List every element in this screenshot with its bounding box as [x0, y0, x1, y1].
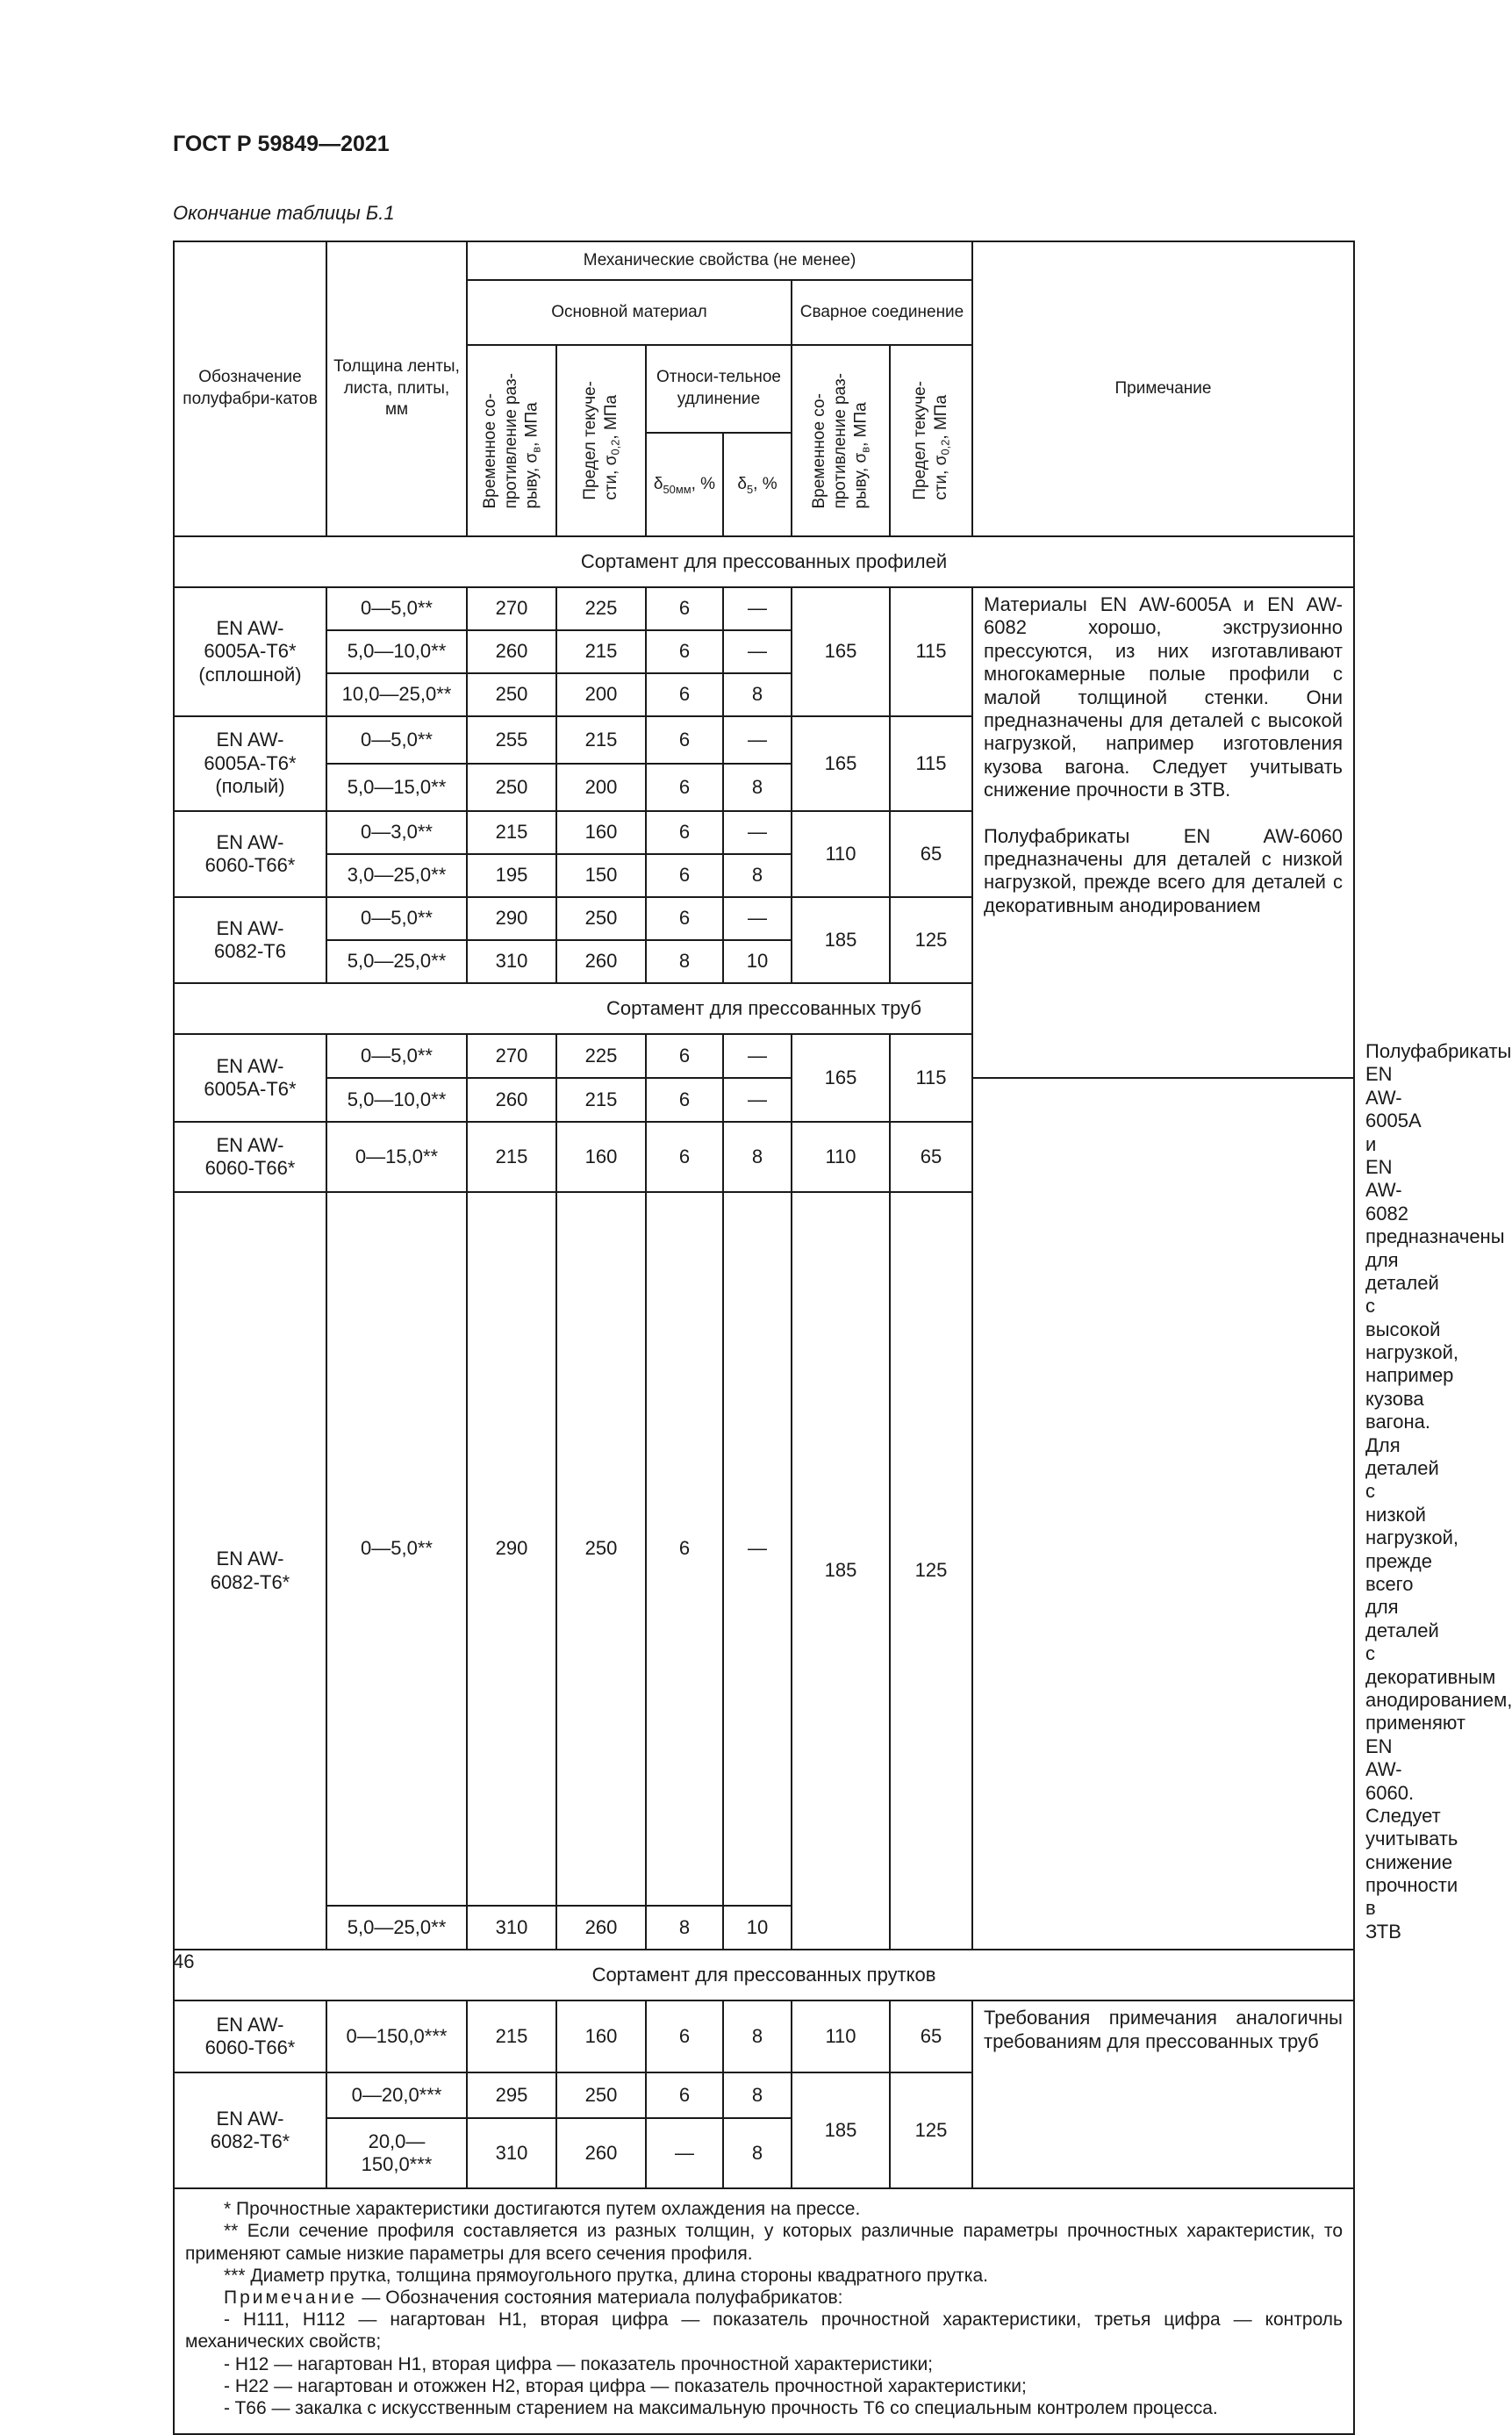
- thickness-cell: 5,0—10,0**: [326, 630, 467, 673]
- yield-cell: 260: [556, 1906, 646, 1950]
- designation-cell: EN AW- 6005A-T6* (полый): [174, 716, 326, 811]
- footnote: *** Диаметр прутка, толщина прямоугольного прутка, длина стороны квадратного прутка.: [224, 2265, 988, 2286]
- tensile-cell: 260: [467, 1078, 556, 1122]
- header-d5: $\delta_5$, %: [723, 433, 792, 536]
- weld-tensile-cell: 165: [792, 587, 890, 716]
- d50-cell: 6: [646, 897, 723, 940]
- header-base-material: Основной материал: [467, 280, 792, 345]
- tensile-cell: 250: [467, 673, 556, 716]
- thickness-cell: 0—5,0**: [326, 587, 467, 630]
- d5-cell: 8: [723, 2000, 792, 2072]
- d5-cell: —: [723, 630, 792, 673]
- d5-cell: —: [723, 587, 792, 630]
- designation-cell: EN AW- 6082-T6*: [174, 1192, 326, 1950]
- d5-cell: 8: [723, 854, 792, 897]
- d5-cell: —: [723, 716, 792, 764]
- tensile-cell: 310: [467, 1906, 556, 1950]
- d50-cell: 6: [646, 716, 723, 764]
- note-cell-rods: Требования примечания аналогичны требованиям для прессованных труб: [972, 2000, 1354, 2188]
- thickness-cell: 0—15,0**: [326, 1122, 467, 1192]
- yield-cell: 250: [556, 897, 646, 940]
- note-cell-profiles: Материалы EN AW-6005A и EN AW-6082 хорошо, экструзионно прессуются, из них изготавливают многокамерные полые профили с малой толщиной стенки. Они предназначены для деталей с высокой нагрузкой, например изготовления кузова вагона. Следует учитывать снижение прочности в ЗТВ. Полуфабрикаты EN AW-6060 предназначены для деталей с низкой нагрузкой, прежде всего для деталей с декоративным анодированием: [972, 587, 1354, 1078]
- designation-cell: EN AW- 6005A-T6*: [174, 1034, 326, 1122]
- thickness-cell: 0—5,0**: [326, 1192, 467, 1906]
- tensile-cell: 255: [467, 716, 556, 764]
- d50-cell: 6: [646, 764, 723, 811]
- thickness-cell: 5,0—10,0**: [326, 1078, 467, 1122]
- tensile-cell: 215: [467, 1122, 556, 1192]
- d5-cell: 8: [723, 764, 792, 811]
- d5-cell: —: [723, 1192, 792, 1906]
- tensile-cell: 270: [467, 1034, 556, 1078]
- tensile-cell: 250: [467, 764, 556, 811]
- header-thickness: Толщина ленты, листа, плиты, мм: [326, 241, 467, 536]
- section-title-profiles: Сортамент для прессованных профилей: [174, 536, 1354, 587]
- header-tensile: Временное со- противление раз- рыву, $\sigma_в$, МПа: [467, 345, 556, 536]
- d5-cell: 8: [723, 1122, 792, 1192]
- footnote: * Прочностные характеристики достигаются путем охлаждения на прессе.: [224, 2199, 861, 2220]
- weld-tensile-cell: 165: [792, 716, 890, 811]
- remark: Примечание — Обозначения состояния материала полуфабрикатов:: [224, 2287, 843, 2308]
- yield-cell: 150: [556, 854, 646, 897]
- d50-cell: 6: [646, 1078, 723, 1122]
- weld-yield-cell: 125: [890, 2072, 972, 2188]
- header-yield: Предел текуче- сти, $\sigma_{0,2}$, МПа: [556, 345, 646, 536]
- d50-cell: 6: [646, 1122, 723, 1192]
- designation-cell: EN AW- 6060-T66*: [174, 2000, 326, 2072]
- d50-cell: 6: [646, 673, 723, 716]
- weld-yield-cell: 65: [890, 811, 972, 897]
- yield-cell: 215: [556, 1078, 646, 1122]
- header-weld: Сварное соединение: [792, 280, 972, 345]
- tensile-cell: 215: [467, 811, 556, 854]
- weld-tensile-cell: 165: [792, 1034, 890, 1122]
- d50-cell: 8: [646, 1906, 723, 1950]
- d5-cell: —: [723, 897, 792, 940]
- d50-cell: 6: [646, 854, 723, 897]
- d5-cell: 8: [723, 2072, 792, 2118]
- yield-cell: 200: [556, 764, 646, 811]
- d50-cell: 6: [646, 1034, 723, 1078]
- remark-item: - H22 — нагартован и отожжен H2, вторая цифра — показатель прочностной характеристики;: [224, 2375, 1027, 2396]
- thickness-cell: 0—20,0***: [326, 2072, 467, 2118]
- weld-tensile-cell: 110: [792, 2000, 890, 2072]
- thickness-cell: 0—5,0**: [326, 897, 467, 940]
- d50-cell: 6: [646, 1192, 723, 1906]
- table-caption: Окончание таблицы Б.1: [173, 202, 395, 224]
- designation-cell: EN AW- 6082-T6*: [174, 2072, 326, 2188]
- section-title-tubes: Сортамент для прессованных труб: [174, 983, 1354, 1034]
- d50-cell: 6: [646, 2000, 723, 2072]
- weld-yield-cell: 65: [890, 1122, 972, 1192]
- tensile-cell: 270: [467, 587, 556, 630]
- thickness-cell: 0—150,0***: [326, 2000, 467, 2072]
- tensile-cell: 290: [467, 1192, 556, 1906]
- thickness-cell: 10,0—25,0**: [326, 673, 467, 716]
- remark-item: - T66 — закалка с искусственным старением на максимальную прочность T6 со специальным контролем процесса.: [224, 2397, 1218, 2418]
- header-note: Примечание: [972, 241, 1354, 536]
- tensile-cell: 260: [467, 630, 556, 673]
- document-header: ГОСТ Р 59849—2021: [173, 132, 390, 156]
- thickness-cell: 5,0—15,0**: [326, 764, 467, 811]
- weld-yield-cell: 65: [890, 2000, 972, 2072]
- tensile-cell: 310: [467, 2118, 556, 2188]
- tensile-cell: 215: [467, 2000, 556, 2072]
- yield-cell: 260: [556, 2118, 646, 2188]
- header-weld-tensile: Временное со- противление раз- рыву, $\sigma_в$, МПа: [792, 345, 890, 536]
- footnotes: [174, 2188, 1354, 2434]
- page-number: 46: [173, 1950, 195, 1972]
- weld-tensile-cell: 110: [792, 1122, 890, 1192]
- weld-yield-cell: 125: [890, 1192, 972, 1950]
- d5-cell: —: [723, 811, 792, 854]
- d50-cell: 6: [646, 811, 723, 854]
- yield-cell: 250: [556, 1192, 646, 1906]
- d50-cell: 6: [646, 630, 723, 673]
- properties-table: Обозначение полуфабри-катов Толщина ленты, листа, плиты, мм Механические свойства (не менее) Примечание Основной материал Сварное соединение Временное со- противление раз- рыву, $\sigma_в$, МПа Предел текуче- сти, $\sigma_{0,2}$, МПа Относи-тельное удлинение Временное со- противление раз- рыву, $\sigma_в$, МПа Предел текуче- сти, $\sigma_{0,2}$, МПа $\delta_{50мм}$, % $\delta_5$, % Сортамент для прессованных профилей EN AW- 6005A-T6* (сплошной) 0—5,0** 270 225 6 — 165 115 Материалы EN AW-6005A и EN AW-6082 хорошо, экструзионно прессуются, из них изготавливают многокамерные полые профили с малой толщиной стенки. Они предназначены для деталей с высокой нагрузкой, например изготовления кузова вагона. Следует учитывать снижение прочности в ЗТВ. Полуфабрикаты EN AW-6060 предназначены для деталей с низкой нагрузкой, прежде всего для деталей с декоративным анодированием 5,0—10,0** 260 215 6 — 10,0—25,0** 250 200 6 8 EN AW- 6005A-T6* (полый) 0—5,0** 255 215 6 — 165 115 5,0—15,0** 250 200 6 8 EN AW- 6060-T66* 0—3,0** 215 160 6 — 110 65 3,0—25,0** 195 150 6 8 EN AW- 6082-T6 0—5,0** 290 250 6 — 185 125 5,0—25,0** 310 260 8 10 Сортамент для прессованных труб EN AW- 6005A-T6* 0—5,0** 270 225 6 — 165 115 Полуфабрикаты EN AW-6005A и EN AW-6082 предназначены для деталей с высокой нагрузкой, например кузова вагона. Для деталей с низкой нагрузкой, прежде всего для деталей с декоративным анодированием, применяют EN AW-6060. Следует учитывать снижение прочности в ЗТВ 5,0—10,0** 260 215 6 — EN AW- 6060-T66* 0—15,0** 215 160 6 8 110 65 EN AW- 6082-T6* 0—5,0** 290 250 6 — 185 125 5,0—25,0** 310 260 8 10 Сортамент для прессованных прутков EN AW- 6060-T66* 0—150,0*** 215 160 6 8 110 65 Требования примечания аналогичны требованиям для прессованных труб EN AW- 6082-T6* 0—20,0*** 295 250 6 8 185 125 20,0— 150,0*** 310 260 — 8 * Прочностные характеристики достигаются путем охлаждения на прессе. ** Если сечение профиля составляется из разных толщин, у которых различные параметры прочностных характеристик, то применяют самые низкие параметры для всего сечения профиля. *** Диаметр прутка, толщина прямоугольного прутка, длина стороны квадратного прутка. Примечание — Обозначения состояния материала полуфабрикатов: - H111, H112 — нагартован H1, вторая цифра — показатель прочностной характеристики, третья цифра — контроль механических свойств; - H12 — нагартован H1, вторая цифра — показатель прочностной характеристики; - H22 — нагартован и отожжен H2, вторая цифра — показатель прочностной характеристики; - T66 — закалка с искусственным старением на максимальную прочность T6 со специальным контролем процесса.: [173, 241, 1355, 2435]
- yield-cell: 225: [556, 587, 646, 630]
- tensile-cell: 290: [467, 897, 556, 940]
- weld-yield-cell: 115: [890, 587, 972, 716]
- d5-cell: 8: [723, 2118, 792, 2188]
- remark-item: - H12 — нагартован H1, вторая цифра — показатель прочностной характеристики;: [224, 2353, 934, 2374]
- remark-label: Примечание: [224, 2287, 357, 2308]
- weld-yield-cell: 115: [890, 716, 972, 811]
- thickness-cell: 5,0—25,0**: [326, 1906, 467, 1950]
- yield-cell: 250: [556, 2072, 646, 2118]
- d5-cell: 10: [723, 940, 792, 983]
- header-designation: Обозначение полуфабри-катов: [174, 241, 326, 536]
- d50-cell: 6: [646, 2072, 723, 2118]
- designation-cell: EN AW- 6082-T6: [174, 897, 326, 983]
- d5-cell: —: [723, 1034, 792, 1078]
- yield-cell: 215: [556, 630, 646, 673]
- d50-cell: 8: [646, 940, 723, 983]
- weld-tensile-cell: 110: [792, 811, 890, 897]
- header-weld-yield: Предел текуче- сти, $\sigma_{0,2}$, МПа: [890, 345, 972, 536]
- thickness-cell: 0—5,0**: [326, 1034, 467, 1078]
- weld-tensile-cell: 185: [792, 897, 890, 983]
- yield-cell: 160: [556, 811, 646, 854]
- yield-cell: 160: [556, 2000, 646, 2072]
- thickness-cell: 5,0—25,0**: [326, 940, 467, 983]
- yield-cell: 225: [556, 1034, 646, 1078]
- header-d50: $\delta_{50мм}$, %: [646, 433, 723, 536]
- thickness-cell: 0—3,0**: [326, 811, 467, 854]
- d5-cell: —: [723, 1078, 792, 1122]
- designation-cell: EN AW- 6005A-T6* (сплошной): [174, 587, 326, 716]
- tensile-cell: 310: [467, 940, 556, 983]
- weld-tensile-cell: 185: [792, 1192, 890, 1950]
- yield-cell: 260: [556, 940, 646, 983]
- d50-cell: —: [646, 2118, 723, 2188]
- yield-cell: 215: [556, 716, 646, 764]
- tensile-cell: 295: [467, 2072, 556, 2118]
- d5-cell: 10: [723, 1906, 792, 1950]
- yield-cell: 160: [556, 1122, 646, 1192]
- weld-yield-cell: 125: [890, 897, 972, 983]
- d50-cell: 6: [646, 587, 723, 630]
- thickness-cell: 3,0—25,0**: [326, 854, 467, 897]
- d5-cell: 8: [723, 673, 792, 716]
- tensile-cell: 195: [467, 854, 556, 897]
- thickness-cell: 0—5,0**: [326, 716, 467, 764]
- designation-cell: EN AW- 6060-T66*: [174, 1122, 326, 1192]
- weld-tensile-cell: 185: [792, 2072, 890, 2188]
- remark-item: - H111, H112 — нагартован H1, вторая цифра — показатель прочностной характеристики, третья цифра — контроль механических свойств;: [185, 2309, 1343, 2352]
- footnote: ** Если сечение профиля составляется из разных толщин, у которых различные параметры прочностных характеристик, то применяют самые низкие параметры для всего сечения профиля.: [185, 2221, 1343, 2264]
- header-elongation: Относи-тельное удлинение: [646, 345, 792, 433]
- header-mechanical: Механические свойства (не менее): [467, 241, 972, 280]
- weld-yield-cell: 115: [890, 1034, 972, 1122]
- thickness-cell: 20,0— 150,0***: [326, 2118, 467, 2188]
- designation-cell: EN AW- 6060-T66*: [174, 811, 326, 897]
- yield-cell: 200: [556, 673, 646, 716]
- section-title-rods: Сортамент для прессованных прутков: [174, 1950, 1354, 2000]
